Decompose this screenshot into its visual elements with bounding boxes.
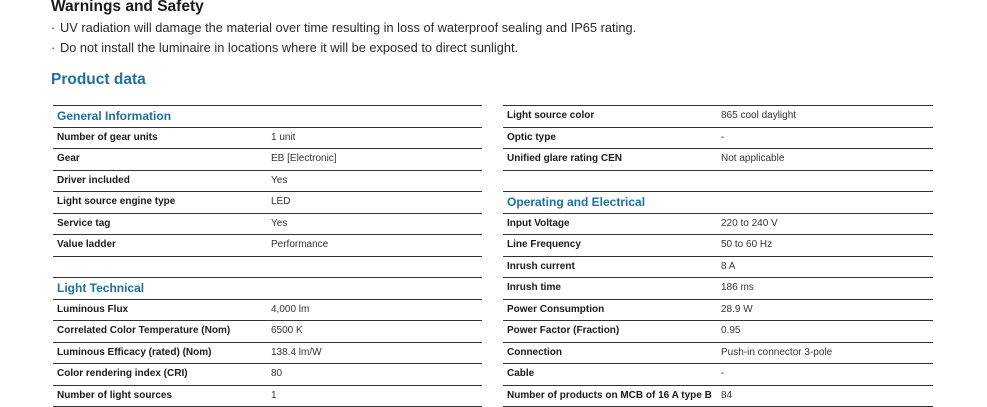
row-value: 80 bbox=[271, 364, 282, 385]
row-value: 865 cool daylight bbox=[721, 106, 796, 127]
table-row bbox=[503, 278, 933, 300]
section-title: Operating and Electrical bbox=[507, 192, 645, 213]
row-key: Number of gear units bbox=[57, 128, 158, 149]
row-value: LED bbox=[271, 192, 290, 213]
section-header-light-technical bbox=[53, 278, 482, 300]
table-row bbox=[503, 300, 933, 322]
table-row bbox=[53, 343, 482, 365]
table-row bbox=[503, 235, 933, 257]
row-value: - bbox=[721, 364, 724, 385]
row-value: 1 unit bbox=[271, 128, 295, 149]
row-key: Light source engine type bbox=[57, 192, 175, 213]
row-key: Input Voltage bbox=[507, 214, 570, 235]
row-key: Luminous Flux bbox=[57, 300, 128, 321]
row-key: Number of products on MCB of 16 A type B bbox=[507, 386, 712, 407]
row-key: Value ladder bbox=[57, 235, 116, 256]
row-value: 186 ms bbox=[721, 278, 754, 299]
row-value: 4,000 lm bbox=[271, 300, 309, 321]
product-data-title: Product data bbox=[51, 71, 146, 89]
table-row bbox=[503, 386, 933, 407]
table-row bbox=[53, 386, 482, 407]
row-value: Push-in connector 3-pole bbox=[721, 343, 832, 364]
table-row bbox=[503, 343, 933, 365]
product-data-left-column bbox=[53, 105, 482, 407]
row-value: 50 to 60 Hz bbox=[721, 235, 772, 256]
table-row bbox=[503, 214, 933, 236]
section-title: General Information bbox=[57, 106, 171, 127]
row-value: - bbox=[721, 128, 724, 149]
row-key: Gear bbox=[57, 149, 80, 170]
row-key: Color rendering index (CRI) bbox=[57, 364, 188, 385]
row-key: Luminous Efficacy (rated) (Nom) bbox=[57, 343, 211, 364]
row-value: 1 bbox=[271, 386, 277, 407]
row-key: Inrush current bbox=[507, 257, 575, 278]
row-key: Service tag bbox=[57, 214, 110, 235]
product-data-right-column bbox=[503, 105, 933, 407]
table-row bbox=[503, 106, 933, 128]
row-key: Inrush time bbox=[507, 278, 561, 299]
table-row-spacer bbox=[53, 257, 482, 279]
table-row bbox=[53, 149, 482, 171]
table-row bbox=[53, 128, 482, 150]
bullet-icon: · bbox=[51, 18, 60, 38]
section-header-operating-electrical bbox=[503, 192, 933, 214]
row-value: 84 bbox=[721, 386, 732, 407]
warning-item bbox=[51, 18, 636, 38]
row-key: Power Consumption bbox=[507, 300, 604, 321]
row-value: 28.9 W bbox=[721, 300, 753, 321]
row-value: 220 to 240 V bbox=[721, 214, 778, 235]
row-value: Performance bbox=[271, 235, 328, 256]
row-value: 8 A bbox=[721, 257, 735, 278]
row-value: Not applicable bbox=[721, 149, 784, 170]
row-value: 0.95 bbox=[721, 321, 740, 342]
row-value: Yes bbox=[271, 171, 287, 192]
table-row bbox=[53, 192, 482, 214]
warnings-title: Warnings and Safety bbox=[51, 0, 204, 16]
table-row bbox=[503, 128, 933, 150]
row-key: Connection bbox=[507, 343, 562, 364]
row-key: Unified glare rating CEN bbox=[507, 149, 622, 170]
row-value: 6500 K bbox=[271, 321, 303, 342]
table-row bbox=[503, 149, 933, 171]
row-key: Light source color bbox=[507, 106, 594, 127]
row-key: Power Factor (Fraction) bbox=[507, 321, 619, 342]
row-key: Correlated Color Temperature (Nom) bbox=[57, 321, 230, 342]
table-row bbox=[503, 321, 933, 343]
row-value: Yes bbox=[271, 214, 287, 235]
row-key: Number of light sources bbox=[57, 386, 172, 407]
row-value: 138.4 lm/W bbox=[271, 343, 322, 364]
table-row bbox=[503, 257, 933, 279]
warning-item bbox=[51, 38, 636, 58]
table-row bbox=[53, 364, 482, 386]
row-key: Optic type bbox=[507, 128, 556, 149]
warning-text: Do not install the luminaire in locations where it will be exposed to direct sunlight. bbox=[60, 40, 518, 55]
table-row bbox=[53, 235, 482, 257]
section-title: Light Technical bbox=[57, 278, 144, 299]
row-key: Driver included bbox=[57, 171, 130, 192]
row-key: Line Frequency bbox=[507, 235, 581, 256]
row-value: EB [Electronic] bbox=[271, 149, 337, 170]
table-row bbox=[53, 300, 482, 322]
table-row-spacer bbox=[503, 171, 933, 193]
row-key: Cable bbox=[507, 364, 534, 385]
table-row bbox=[53, 214, 482, 236]
table-row bbox=[53, 171, 482, 193]
table-row bbox=[53, 321, 482, 343]
warning-text: UV radiation will damage the material over time resulting in loss of waterproof sealing and IP65 rating. bbox=[60, 20, 636, 35]
bullet-icon: · bbox=[51, 38, 60, 58]
table-row bbox=[503, 364, 933, 386]
warnings-list bbox=[51, 18, 636, 58]
section-header-general bbox=[53, 106, 482, 128]
